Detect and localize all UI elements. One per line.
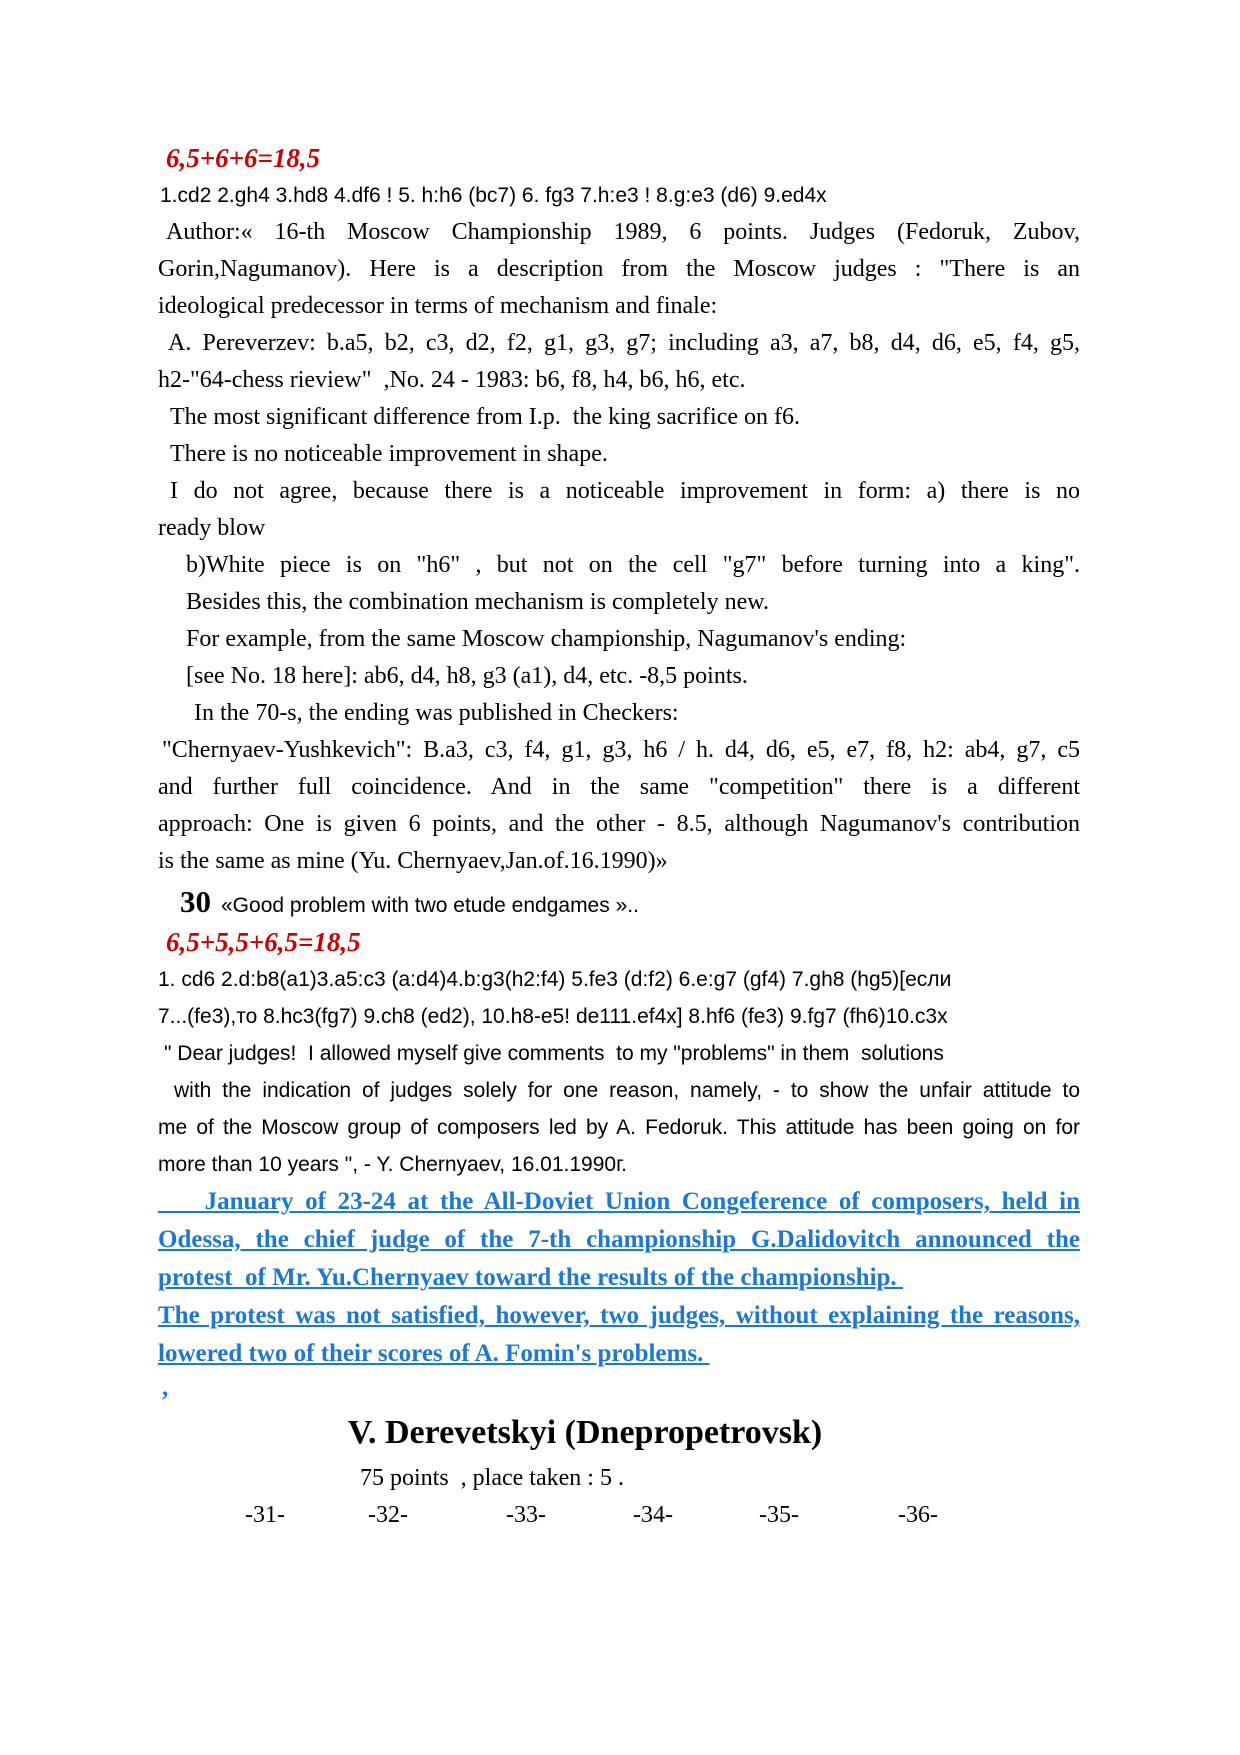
page-number: -36- (898, 1502, 938, 1528)
page-number: -32- (368, 1502, 408, 1528)
announcement-line: The protest was not satisfied, however, two judges, without explaining the reasons, (158, 1302, 1080, 1329)
text-line: b)White piece is on "h6" , but not on the cell "g7" before turning into a king". (186, 552, 1080, 578)
page-number: -33- (506, 1502, 546, 1528)
score-line: 6,5+5,5+6,5=18,5 (166, 927, 361, 957)
problem-30-line (158, 880, 1080, 924)
text-line: For example, from the same Moscow championship, Nagumanov's ending: (186, 626, 907, 652)
text-line: Gorin,Nagumanov). Here is a description from the Moscow judges : "There is an (158, 256, 1080, 282)
text-line: more than 10 years ", - Y. Chernyaev, 16.01.1990г. (158, 1153, 628, 1176)
page-number: -34- (633, 1502, 673, 1528)
text-line: is the same as mine (Yu. Chernyaev,Jan.of.16.1990)» (158, 848, 668, 874)
author-heading: V. Derevetskyi (Dnepropetrovsk) (347, 1414, 823, 1451)
text-line: 7...(fe3),то 8.hc3(fg7) 9.ch8 (ed2), 10.h8-e5! de111.ef4x] 8.hf6 (fe3) 9.fg7 (fh6)10.c3x (158, 1005, 948, 1028)
text-line: "Chernyaev-Yushkevich": B.a3, c3, f4, g1, g3, h6 / h. d4, d6, e5, e7, f8, h2: ab4, g7, c5 (162, 737, 1080, 763)
page-numbers-row (158, 1497, 1080, 1534)
problem-number: 30 (180, 884, 211, 919)
announcement-line: lowered two of their scores of A. Fomin's problems. (158, 1340, 710, 1367)
document-body (158, 140, 1080, 1405)
text-line: and further full coincidence. And in the same "competition" there is a different (158, 774, 1080, 800)
announcement-line: , (162, 1374, 169, 1401)
text-line: 1. cd6 2.d:b8(a1)3.a5:c3 (a:d4)4.b:g3(h2:f4) 5.fe3 (d:f2) 6.e:g7 (gf4) 7.gh8 (hg5)[если (158, 968, 952, 991)
text-line: A. Pereverzev: b.a5, b2, c3, d2, f2, g1, g3, g7; including a3, a7, b8, d4, d6, e5, f4, g5, (168, 330, 1080, 356)
text-line: ready blow (158, 515, 266, 541)
text-line: Besides this, the combination mechanism is completely new. (186, 589, 769, 615)
text-line: with the indication of judges solely for one reason, namely, - to show the unfair attitude to (174, 1079, 1080, 1102)
text-line: The most significant difference from I.p. the king sacrifice on f6. (170, 404, 801, 430)
points-line: 75 points , place taken : 5 . (360, 1465, 624, 1491)
page-number: -35- (759, 1502, 799, 1528)
text-line: h2-"64-chess rieview" ,No. 24 - 1983: b6, f8, h4, b6, h6, etc. (158, 367, 746, 393)
text-line: I do not agree, because there is a noticeable improvement in form: a) there is no (170, 478, 1080, 504)
text-line: Author:« 16-th Moscow Championship 1989, 6 points. Judges (Fedoruk, Zubov, (166, 219, 1080, 245)
text-line: me of the Moscow group of composers led by A. Fedoruk. This attitude has been going on for (158, 1116, 1080, 1139)
text-line: " Dear judges! I allowed myself give comments to my "problems" in them solutions (164, 1042, 944, 1065)
announcement-line: January of 23-24 at the All-Doviet Union Congeference of composers, held in (158, 1188, 1080, 1215)
score-line: 6,5+6+6=18,5 (166, 143, 321, 173)
problem-caption: «Good problem with two etude endgames ».. (221, 894, 639, 917)
text-line: In the 70-s, the ending was published in Checkers: (194, 700, 679, 726)
announcement-line: Odessa, the chief judge of the 7-th championship G.Dalidovitch announced the (158, 1226, 1080, 1253)
text-line: ideological predecessor in terms of mechanism and finale: (158, 293, 718, 319)
text-line: approach: One is given 6 points, and the other - 8.5, although Nagumanov's contribution (158, 811, 1080, 837)
text-line: There is no noticeable improvement in shape. (170, 441, 608, 467)
page-number: -31- (245, 1502, 285, 1528)
text-line: 1.cd2 2.gh4 3.hd8 4.df6 ! 5. h:h6 (bc7) 6. fg3 7.h:e3 ! 8.g:e3 (d6) 9.ed4x (160, 184, 827, 207)
text-line: [see No. 18 here]: ab6, d4, h8, g3 (a1), d4, etc. -8,5 points. (186, 663, 748, 689)
announcement-line: protest of Mr. Yu.Chernyaev toward the results of the championship. (158, 1264, 903, 1291)
